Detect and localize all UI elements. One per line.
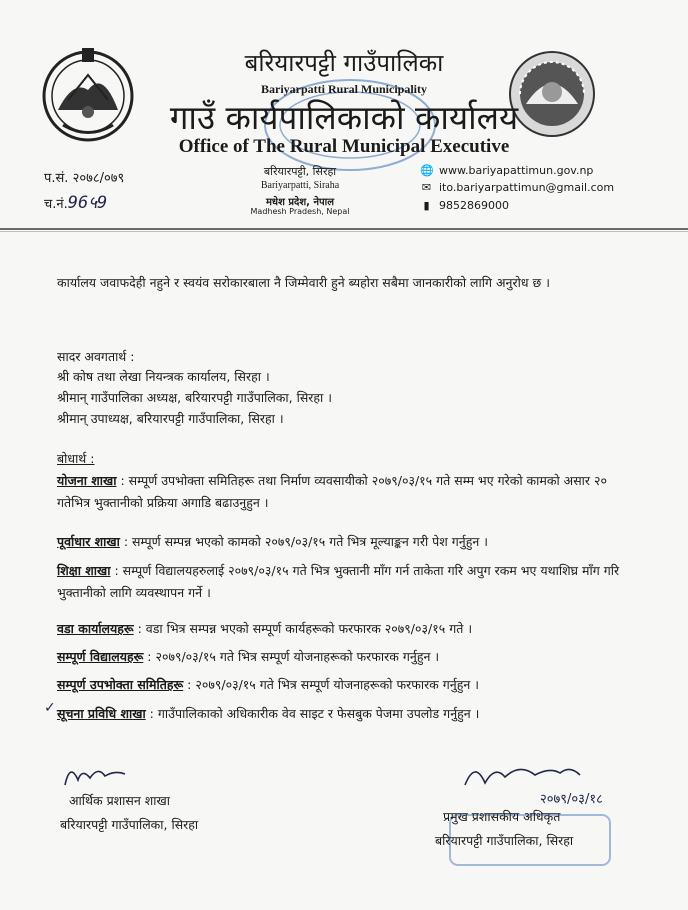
info-item <box>57 560 627 604</box>
signature-date: २०७९/०३/१८ <box>540 792 603 807</box>
website-text: www.bariyapattimun.gov.np <box>439 164 594 177</box>
email-icon: ✉ <box>421 181 432 194</box>
office-title-np: गाउँ कार्यपालिकाको कार्यालय <box>169 98 519 137</box>
info-item <box>57 674 627 696</box>
right-signature <box>460 755 630 810</box>
phone-icon: ▮ <box>423 199 430 212</box>
contact-email <box>420 181 614 194</box>
item-label: वडा कार्यालयहरू <box>57 621 134 636</box>
phone-text: 9852869000 <box>439 199 509 212</box>
check-mark-icon: ✓ <box>44 700 56 716</box>
item-label: शिक्षा शाखा <box>57 563 111 578</box>
info-item <box>57 703 627 725</box>
address-en: Bariyarpatti, Siraha <box>260 180 340 191</box>
municipality-name-np: बरियारपट्टी गाउँपालिका <box>244 49 444 77</box>
item-label: योजना शाखा <box>57 473 117 488</box>
left-signatory-office: बरियारपट्टी गाउँपालिका, सिरहा <box>60 817 199 832</box>
info-item <box>57 531 627 553</box>
info-heading: बोधार्थ : <box>57 451 95 466</box>
right-signatory-title: प्रमुख प्रशासकीय अधिकृत <box>443 809 561 824</box>
right-signatory-office: बरियारपट्टी गाउँपालिका, सिरहा <box>435 833 574 848</box>
left-signatory-title: आर्थिक प्रशासन शाखा <box>69 793 170 808</box>
cc-item: श्रीमान् उपाध्यक्ष, बरियारपट्टी गाउँपालिका, सिरहा । <box>57 411 284 426</box>
header-divider-thin <box>0 231 688 232</box>
item-text: : सम्पूर्ण सम्पन्न भएको कामको २०७९/०३/१५ गते भित्र मूल्याङ्कन गरी पेश गर्नुहुन । <box>119 534 488 549</box>
email-text: ito.bariyarpattimun@gmail.com <box>439 181 615 194</box>
province-en: Madhesh Pradesh, Nepal <box>250 207 350 216</box>
dispatch-label: च.नं. <box>44 197 68 212</box>
reference-number: प.सं. २०७८/०७९ <box>44 171 125 186</box>
item-label: सम्पूर्ण उपभोक्ता समितिहरू <box>57 677 184 692</box>
header-divider <box>0 228 688 230</box>
contact-website <box>420 164 593 177</box>
municipality-name-en: Bariyarpatti Rural Municipality <box>261 82 427 96</box>
item-label: पूर्वाधार शाखा <box>57 534 120 549</box>
item-label: सम्पूर्ण विद्यालयहरू <box>57 649 144 664</box>
item-text: : सम्पूर्ण उपभोक्ता समितिहरू तथा निर्माण व्यवसायीको २०७९/०३/१५ गते सम्म भए गरेको कामको असार २० गतेभित्र भुक्तानीको प्रक्रिया अगाडि बढाउनुहुन । <box>57 473 607 510</box>
cc-item: श्री कोष तथा लेखा नियन्त्रक कार्यालय, सिरहा । <box>57 369 270 384</box>
item-text: : २०७९/०३/१५ गते भित्र सम्पूर्ण योजनाहरूको फरफारक गर्नुहुन । <box>143 649 440 664</box>
left-signature <box>60 760 130 790</box>
cc-item: श्रीमान् गाउँपालिका अध्यक्ष, बरियारपट्टी गाउँपालिका, सिरहा । <box>57 390 332 405</box>
address-np: बरियारपट्टी, सिरहा <box>263 165 337 178</box>
cc-list <box>57 366 332 429</box>
dispatch-value: 96५9 <box>67 193 108 213</box>
item-label: सूचना प्रविधि शाखा <box>57 706 146 721</box>
item-text: : वडा भित्र सम्पन्न भएको सम्पूर्ण कार्यहरूको फरफारक २०७९/०३/१५ गते । <box>133 621 473 636</box>
info-item <box>57 470 627 514</box>
info-item <box>57 618 627 640</box>
cc-heading: सादर अवगतार्थ : <box>57 349 135 364</box>
dispatch-number <box>44 190 107 213</box>
province-np: मधेश प्रदेश, नेपाल <box>265 197 335 208</box>
intro-paragraph: कार्यालय जवाफदेही नहुने र स्वयंव सरोकारबाला नै जिम्मेवारी हुने ब्यहोरा सबैमा जानकारीको लागि अनुरोध छ । <box>57 275 550 290</box>
item-text: : गाउँपालिकाको अधिकारीक वेव साइट र फेसबुक पेजमा उपलोड गर्नुहुन । <box>145 706 480 721</box>
item-text: : २०७९/०३/१५ गते भित्र सम्पूर्ण योजनाहरूको फरफारक गर्नुहुन । <box>183 677 480 692</box>
info-item <box>57 646 627 668</box>
contact-phone <box>420 199 509 212</box>
item-text: : सम्पूर्ण विद्यालयहरुलाई २०७९/०३/१५ गते भित्र भुक्तानी माँग गर्न ताकेता गरि अपुग रकम भए यथाशिघ्र माँग गरि भुक्तानीको लागि व्यवस्थापन गर्ने । <box>57 563 620 600</box>
globe-icon: 🌐 <box>420 164 434 177</box>
office-title-en: Office of The Rural Municipal Executive <box>178 136 510 157</box>
